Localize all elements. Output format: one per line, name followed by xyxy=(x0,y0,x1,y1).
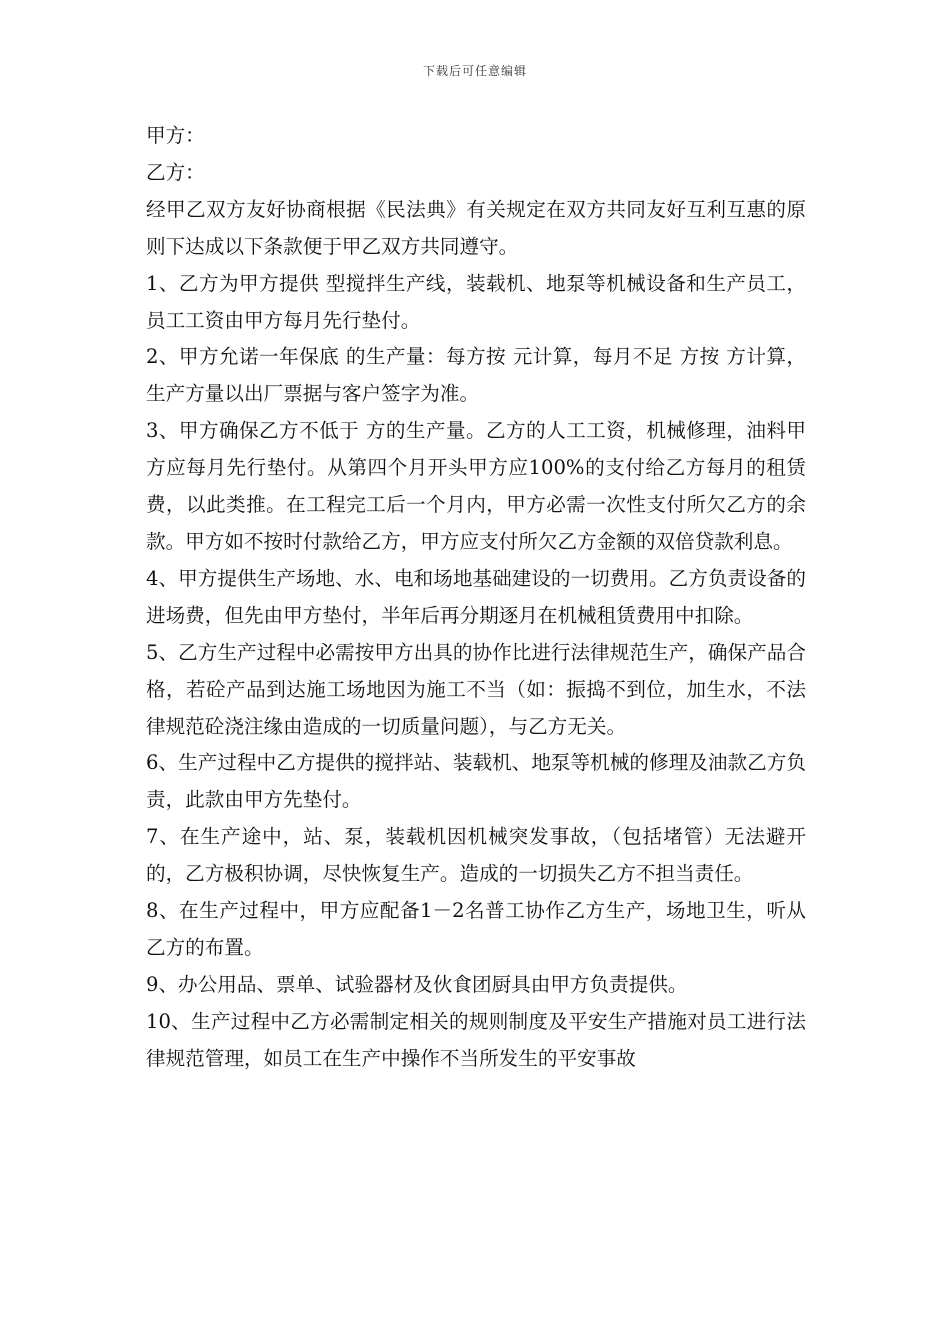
preamble-paragraph: 经甲乙双方友好协商根据《民法典》有关规定在双方共同友好互利互惠的原则下达成以下条款便于甲乙双方共同遵守。 xyxy=(146,197,806,258)
clause-2: 2、甲方允诺一年保底 的生产量：每方按 元计算，每月不足 方按 方计算，生产方量以出厂票据与客户签字为准。 xyxy=(146,345,806,406)
page-header-note: 下载后可任意编辑 xyxy=(422,64,527,78)
clause-5: 5、乙方生产过程中必需按甲方出具的协作比进行法律规范生产，确保产品合格，若砼产品到达施工场地因为施工不当（如：振捣不到位，加生水，不法律规范砼浇注缘由造成的一切质量问题），与乙方无关。 xyxy=(146,640,806,738)
document-body xyxy=(146,118,806,1078)
clause-7: 7、在生产途中，站、泵，装载机因机械突发事故，（包括堵管）无法避开的，乙方极积协调，尽快恢复生产。造成的一切损失乙方不担当责任。 xyxy=(146,825,806,886)
clause-3: 3、甲方确保乙方不低于 方的生产量。乙方的人工工资，机械修理，油料甲方应每月先行垫付。从第四个月开头甲方应100%的支付给乙方每月的租赁费，以此类推。在工程完工后一个月内，甲方必需一次性支付所欠乙方的余款。甲方如不按时付款给乙方，甲方应支付所欠乙方金额的双倍贷款利息。 xyxy=(146,419,806,553)
clause-6: 6、生产过程中乙方提供的搅拌站、装载机、地泵等机械的修理及油款乙方负责，此款由甲方先垫付。 xyxy=(146,751,806,812)
party-b-line: 乙方： xyxy=(146,160,205,184)
clause-9: 9、办公用品、票单、试验器材及伙食团厨具由甲方负责提供。 xyxy=(146,972,688,996)
clause-10: 10、生产过程中乙方必需制定相关的规则制度及平安生产措施对员工进行法律规范管理，如员工在生产中操作不当所发生的平安事故 xyxy=(146,1009,806,1070)
clause-8: 8、在生产过程中，甲方应配备1－2名普工协作乙方生产，场地卫生，听从乙方的布置。 xyxy=(146,899,806,959)
clause-1: 1、乙方为甲方提供 型搅拌生产线，装载机、地泵等机械设备和生产员工，员工工资由甲方每月先行垫付。 xyxy=(146,271,806,332)
clause-4: 4、甲方提供生产场地、水、电和场地基础建设的一切费用。乙方负责设备的进场费，但先由甲方垫付，半年后再分期逐月在机械租赁费用中扣除。 xyxy=(146,566,806,627)
party-a-line: 甲方： xyxy=(146,124,205,147)
